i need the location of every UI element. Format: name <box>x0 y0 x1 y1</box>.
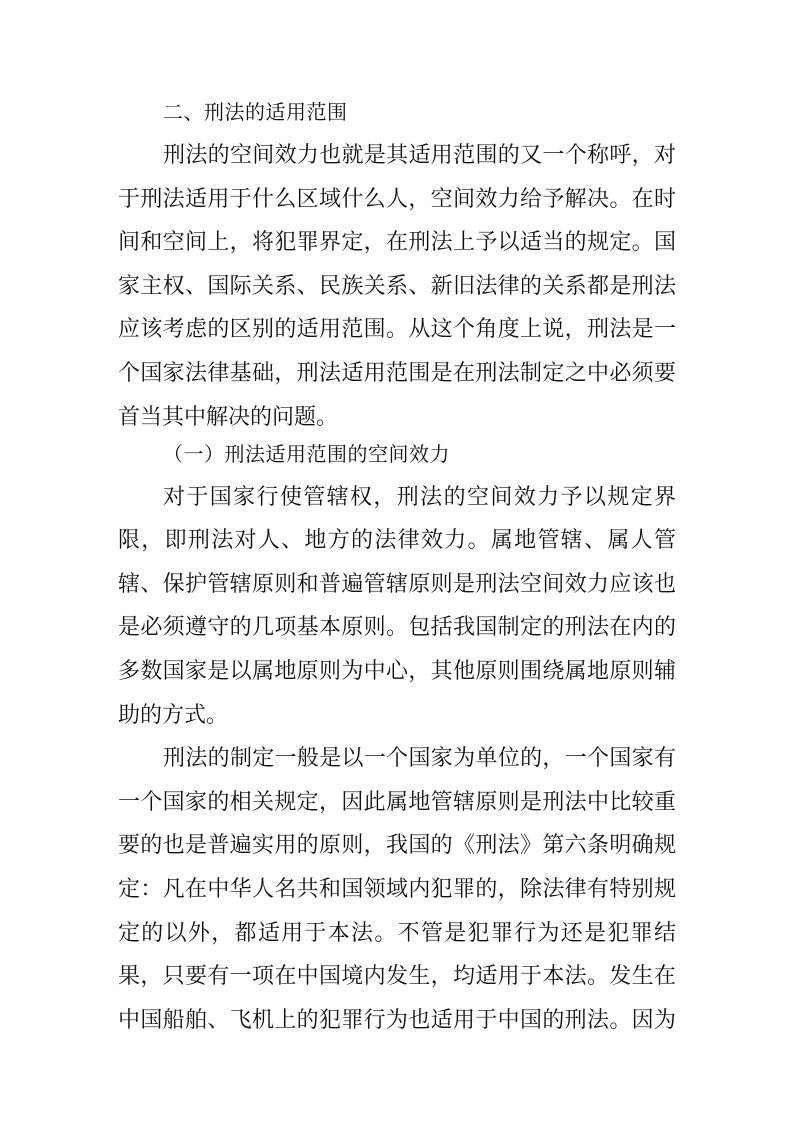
paragraph-2-line-3: 辖、保护管辖原则和普遍管辖原则是刑法空间效力应该也 <box>118 572 676 597</box>
section-heading: 二、刑法的适用范围 <box>163 100 348 124</box>
paragraph-2-line-6: 助的方式。 <box>118 703 229 728</box>
paragraph-1-line-2: 于刑法适用于什么区域什么人，空间效力给予解决。在时 <box>118 187 676 212</box>
paragraph-3-line-4: 定：凡在中华人名共和国领域内犯罪的，除法律有特别规 <box>118 877 676 902</box>
paragraph-3-line-6: 果，只要有一项在中国境内发生，均适用于本法。发生在 <box>118 964 676 989</box>
paragraph-1-line-7: 首当其中解决的问题。 <box>118 405 339 430</box>
paragraph-1-line-1: 刑法的空间效力也就是其适用范围的又一个称呼，对 <box>163 143 676 168</box>
paragraph-3-line-2: 一个国家的相关规定，因此属地管辖原则是刑法中比较重 <box>118 790 676 815</box>
paragraph-3-line-5: 定的以外，都适用于本法。不管是犯罪行为还是犯罪结 <box>118 921 676 946</box>
paragraph-2-line-4: 是必须遵守的几项基本原则。包括我国制定的刑法在内的 <box>118 615 676 640</box>
paragraph-3-line-1: 刑法的制定一般是以一个国家为单位的，一个国家有 <box>163 746 676 771</box>
paragraph-1-line-4: 家主权、国际关系、民族关系、新旧法律的关系都是刑法 <box>118 274 676 299</box>
paragraph-3-line-3: 要的也是普遍实用的原则，我国的《刑法》第六条明确规 <box>118 833 676 858</box>
subheading: （一）刑法适用范围的空间效力 <box>163 442 450 466</box>
paragraph-2-line-2: 限，即刑法对人、地方的法律效力。属地管辖、属人管 <box>118 528 676 553</box>
paragraph-3-line-7: 中国船舶、飞机上的犯罪行为也适用于中国的刑法。因为 <box>118 1008 676 1033</box>
paragraph-1-line-6: 个国家法律基础，刑法适用范围是在刑法制定之中必须要 <box>118 361 676 386</box>
paragraph-2-line-5: 多数国家是以属地原则为中心，其他原则围绕属地原则辅 <box>118 659 676 684</box>
paragraph-1-line-3: 间和空间上，将犯罪界定，在刑法上予以适当的规定。国 <box>118 230 676 255</box>
paragraph-1-line-5: 应该考虑的区别的适用范围。从这个角度上说，刑法是一 <box>118 317 676 342</box>
paragraph-2-line-1: 对于国家行使管辖权，刑法的空间效力予以规定界 <box>163 485 676 510</box>
